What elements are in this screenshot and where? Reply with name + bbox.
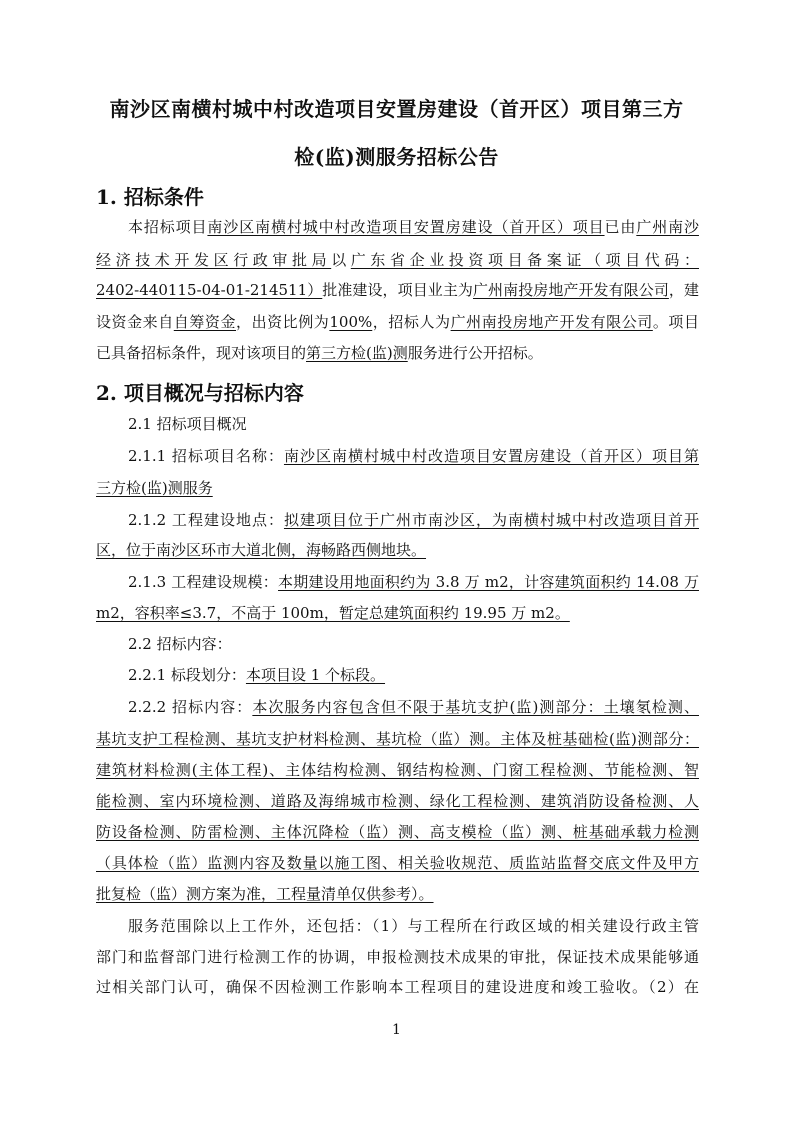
item-2-2-2-line-6: （具体检（监）监测内容及数量以施工图、相关验收规范、质监站监督交底文件及甲方 — [96, 854, 699, 872]
page-number: 1 — [392, 1022, 401, 1038]
item-2-2-2-line-7: 批复检（监）测方案为准，工程量清单仅供参考）。 — [96, 885, 434, 903]
item-2-1-3-line-2: m2，容积率≤3.7，不高于 100m，暂定总建筑面积约 19.95 万 m2。 — [96, 604, 570, 622]
item-2-1-1-line-1: 2.1.1 招标项目名称：南沙区南横村城中村改造项目安置房建设（首开区）项目第 — [128, 447, 699, 465]
scope-paragraph-line-2: 部门和监督部门进行检测工作的协调，申报检测技术成果的审批，保证技术成果能够通 — [96, 948, 699, 966]
section-1-line-1: 本招标项目南沙区南横村城中村改造项目安置房建设（首开区）项目已由广州南沙 — [128, 218, 699, 236]
item-2-1-2-line-1: 2.1.2 工程建设地点：拟建项目位于广州市南沙区，为南横村城中村改造项目首开 — [128, 511, 699, 529]
section-2-heading: 2. 项目概况与招标内容 — [96, 381, 304, 405]
section-1-line-3: 2402-440115-04-01-214511）批准建设，项目业主为广州南投房地产开发有限公司，建 — [96, 281, 699, 299]
item-2-2-2-line-5: 防设备检测、防雷检测、主体沉降检（监）测、高支模检（监）测、桩基础承载力检测 — [96, 823, 699, 841]
item-2-2-2-line-1: 2.2.2 招标内容：本次服务内容包含但不限于基坑支护(监)测部分：土壤氡检测、 — [128, 698, 699, 716]
item-2-1-1-line-2: 三方检(监)测服务 — [96, 479, 213, 497]
section-1-line-5: 已具备招标条件，现对该项目的第三方检(监)测服务进行公开招标。 — [96, 344, 543, 362]
section-1-line-4: 设资金来自自筹资金，出资比例为100%，招标人为广州南投房地产开发有限公司。项目 — [96, 313, 699, 331]
section-1-heading: 1. 招标条件 — [96, 185, 204, 209]
scope-paragraph-line-3: 过相关部门认可，确保不因检测工作影响本工程项目的建设进度和竣工验收。（2）在 — [96, 978, 699, 996]
item-2-2-2-line-3: 建筑材料检测(主体工程)、主体结构检测、钢结构检测、门窗工程检测、节能检测、智 — [96, 761, 699, 779]
document-title-line-2: 检(监)测服务招标公告 — [294, 145, 499, 169]
subsection-2-2: 2.2 招标内容： — [128, 635, 232, 653]
item-2-2-1: 2.2.1 标段划分：本项目设 1 个标段。 — [128, 666, 386, 684]
section-1-line-2: 经济技术开发区行政审批局以广东省企业投资项目备案证（项目代码： — [96, 251, 699, 269]
item-2-1-3-line-1: 2.1.3 工程建设规模：本期建设用地面积约为 3.8 万 m2，计容建筑面积约 14.08 万 — [128, 573, 699, 591]
item-2-2-2-line-4: 能检测、室内环境检测、道路及海绵城市检测、绿化工程检测、建筑消防设备检测、人 — [96, 792, 699, 810]
item-2-1-2-line-2: 区，位于南沙区环市大道北侧，海畅路西侧地块。 — [96, 541, 427, 559]
item-2-2-2-line-2: 基坑支护工程检测、基坑支护材料检测、基坑检（监）测。主体及桩基础检(监)测部分： — [96, 730, 699, 748]
scope-paragraph-line-1: 服务范围除以上工作外，还包括：（1）与工程所在行政区域的相关建设行政主管 — [128, 917, 699, 935]
subsection-2-1: 2.1 招标项目概况 — [128, 415, 247, 433]
document-title-line-1: 南沙区南横村城中村改造项目安置房建设（首开区）项目第三方 — [109, 97, 684, 121]
